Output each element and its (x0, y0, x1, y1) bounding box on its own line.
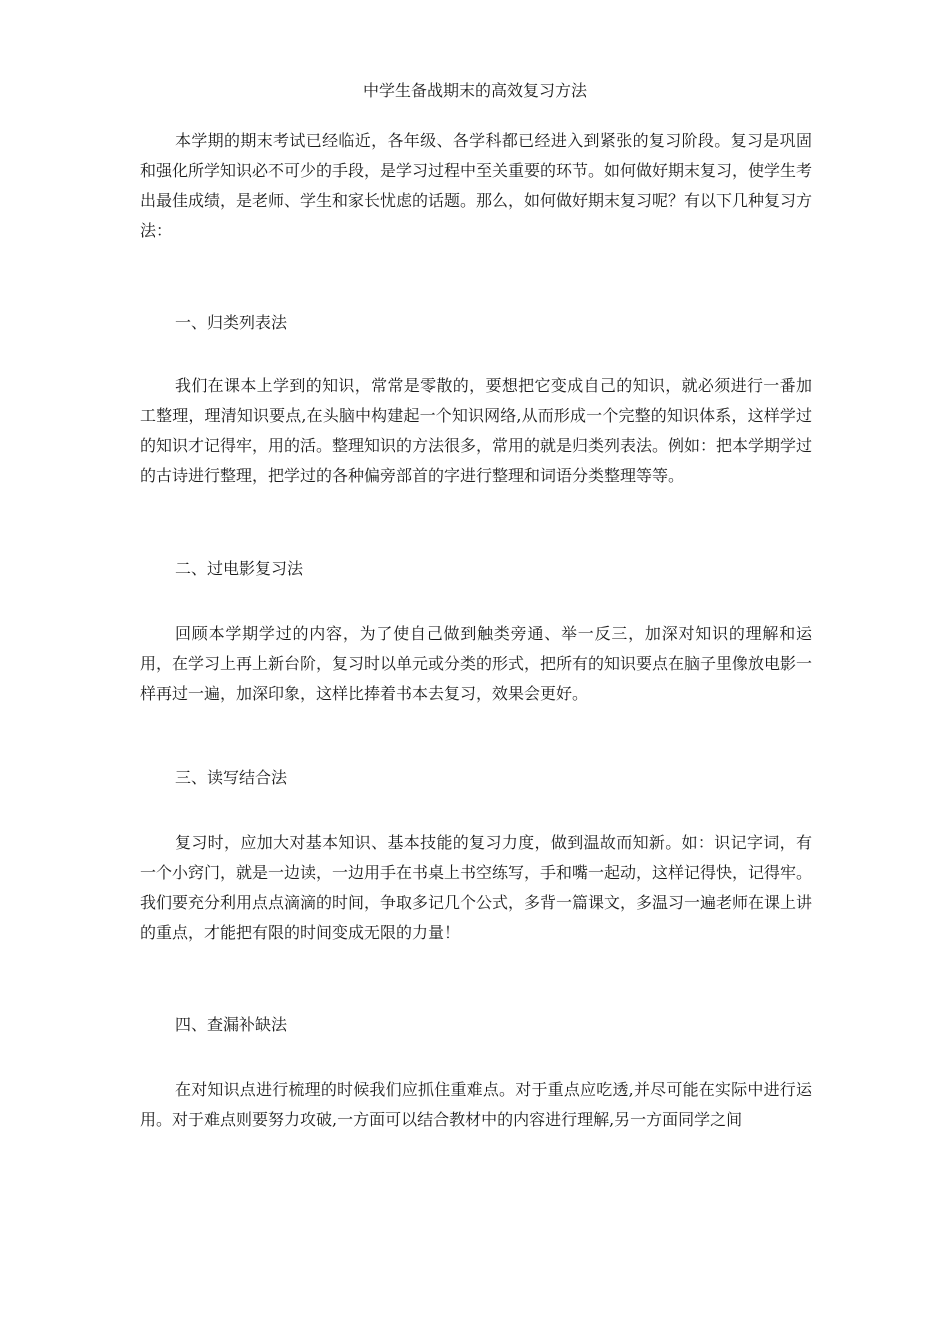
section-heading-4: 四、查漏补缺法 (175, 1015, 288, 1034)
section-heading-1: 一、归类列表法 (175, 313, 288, 332)
section-body-3: 复习时，应加大对基本知识、基本技能的复习力度，做到温故而知新。如：识记字词，有一个小窍门，就是一边读，一边用手在书桌上书空练写，手和嘴一起动，这样记得快，记得牢。我们要充分利用点点滴滴的时间，争取多记几个公式，多背一篇课文，多温习一遍老师在课上讲的重点，才能把有限的时间变成无限的力量！ (140, 833, 813, 942)
section-heading-3: 三、读写结合法 (175, 768, 288, 787)
section-body-2: 回顾本学期学过的内容，为了使自己做到触类旁通、举一反三，加深对知识的理解和运用，在学习上再上新台阶，复习时以单元或分类的形式，把所有的知识要点在脑子里像放电影一样再过一遍，加深印象，这样比捧着书本去复习，效果会更好。 (140, 624, 813, 703)
section-heading-2: 二、过电影复习法 (175, 559, 304, 578)
document-title: 中学生备战期末的高效复习方法 (362, 81, 587, 100)
section-body-1: 我们在课本上学到的知识，常常是零散的，要想把它变成自己的知识，就必须进行一番加工整理，理清知识要点,在头脑中构建起一个知识网络,从而形成一个完整的知识体系，这样学过的知识才记得牢，用的活。整理知识的方法很多，常用的就是归类列表法。例如：把本学期学过的古诗进行整理，把学过的各种偏旁部首的字进行整理和词语分类整理等等。 (140, 376, 813, 485)
section-body-4: 在对知识点进行梳理的时候我们应抓住重难点。对于重点应吃透,并尽可能在实际中进行运用。对于难点则要努力攻破,一方面可以结合教材中的内容进行理解,另一方面同学之间 (140, 1080, 812, 1129)
intro-paragraph: 本学期的期末考试已经临近，各年级、各学科都已经进入到紧张的复习阶段。复习是巩固和强化所学知识必不可少的手段，是学习过程中至关重要的环节。如何做好期末复习，使学生考出最佳成绩，是老师、学生和家长忧虑的话题。那么，如何做好期末复习呢？有以下几种复习方法： (140, 131, 813, 240)
